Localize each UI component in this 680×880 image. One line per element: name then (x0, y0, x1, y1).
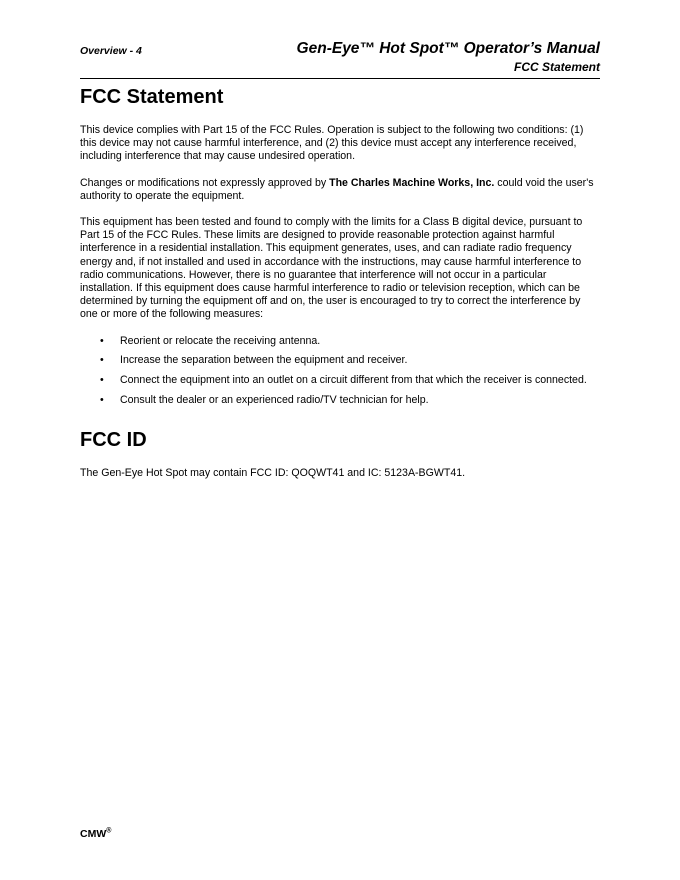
page-content (80, 84, 600, 493)
list-item (80, 354, 600, 367)
list-item (80, 374, 600, 387)
bullet: • (100, 334, 104, 347)
list-item-text: Connect the equipment into an outlet on a circuit different from that which the receiver is connected. (120, 374, 587, 387)
fcc-id-heading: FCC ID (80, 428, 147, 451)
class-b-paragraph: This equipment has been tested and found to comply with the limits for a Class B digital device, pursuant to Part 15 of the FCC Rules. These limits are designed to provide reasonable protection against harmful interference in a residential installation. This equipment generates, uses, and can radiate radio frequency energy and, if not installed and used in accordance with the instructions, may cause harmful interference to radio communications. However, there is no guarantee that interference will not occur in a particular installation. If this equipment does cause harmful interference to radio or television reception, which can be determined by turning the equipment off and on, the user is encouraged to try to correct the interference by one or more of the following measures: (80, 216, 583, 321)
modifications-text-start: Changes or modifications not expressly approved by (80, 176, 330, 189)
list-item-text: Consult the dealer or an experienced radio/TV technician for help. (120, 393, 429, 406)
modifications-paragraph (80, 177, 600, 203)
list-item-text: Increase the separation between the equipment and receiver. (120, 354, 408, 367)
fcc-id-paragraph: The Gen-Eye Hot Spot may contain FCC ID: QOQWT41 and IC: 5123A-BGWT41. (80, 466, 466, 479)
header-section-title: FCC Statement (513, 60, 600, 74)
footer-brand: CMW (80, 828, 107, 840)
manual-page (80, 0, 600, 880)
registered-mark: ® (106, 827, 112, 835)
bullet: • (100, 374, 104, 387)
page-footer (80, 828, 111, 840)
bullet: • (100, 354, 104, 367)
manual-title: Gen-Eye™ Hot Spot™ Operator’s Manual (296, 40, 600, 57)
list-item (80, 394, 600, 407)
page-header (80, 40, 600, 79)
list-item (80, 335, 600, 348)
fcc-statement-heading: FCC Statement (80, 86, 224, 108)
compliance-paragraph: This device complies with Part 15 of the FCC Rules. Operation is subject to the following two conditions: (1) this device may not cause harmful interference, and (2) this device must accept any interference received, including interference that may cause undesired operation. (80, 124, 584, 163)
modifications-text-end: could void the user's authority to operate the equipment. (80, 176, 594, 202)
company-name: The Charles Machine Works, Inc. (329, 176, 495, 189)
measures-list (80, 335, 600, 407)
page-number-label: Overview - 4 (80, 45, 142, 57)
list-item-text: Reorient or relocate the receiving antenna. (120, 334, 321, 347)
bullet: • (100, 393, 104, 406)
